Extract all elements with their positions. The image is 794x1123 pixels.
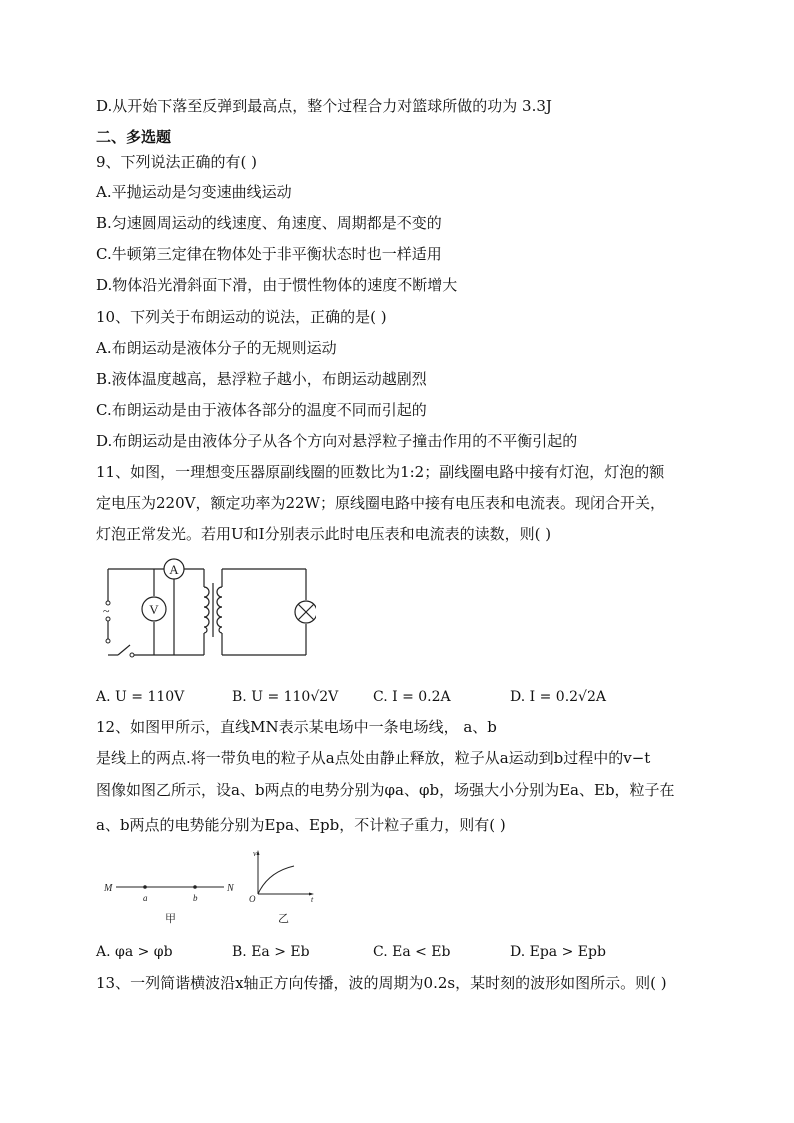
ac-source-symbol: ~ (103, 604, 110, 618)
q11-option-b: B. U = 110√2V (232, 689, 339, 705)
axis-label-v: v (253, 849, 257, 858)
caption-jia: 甲 (165, 913, 176, 925)
v-t-curve (258, 866, 294, 894)
v-t-graph-diagram (246, 846, 326, 928)
transformer-circuit-diagram (96, 555, 316, 665)
voltmeter-label: V (149, 602, 159, 617)
q11-stem-line2: 定电压为220V，额定功率为22W；原线圈电路中接有电压表和电流表。现闭合开关， (96, 494, 665, 512)
switch-contact (106, 639, 110, 643)
q11-option-c: C. I = 0.2A (373, 689, 451, 705)
q9-option-c: C.牛顿第三定律在物体处于非平衡状态时也一样适用 (96, 245, 442, 263)
q13-stem: 13、一列简谐横波沿x轴正方向传播，波的周期为0.2s，某时刻的波形如图所示。则( ) (96, 974, 667, 992)
q12-stem-line1: 12、如图甲所示，直线MN表示某电场中一条电场线， a、b (96, 718, 497, 736)
q9-option-d: D.物体沿光滑斜面下滑，由于惯性物体的速度不断增大 (96, 276, 458, 294)
caption-yi: 乙 (278, 913, 289, 925)
q8-option-d: D.从开始下落至反弹到最高点，整个过程合力对篮球所做的功为 3.3J (96, 97, 552, 115)
q10-option-a: A.布朗运动是液体分子的无规则运动 (96, 339, 337, 357)
q12-option-c: C. Ea < Eb (373, 944, 451, 960)
q10-stem: 10、下列关于布朗运动的说法，正确的是( ) (96, 308, 387, 326)
point-a-dot (143, 885, 147, 889)
q12-option-d: D. Epa > Epb (510, 944, 606, 960)
q11-option-d: D. I = 0.2√2A (510, 689, 606, 705)
switch-pivot (130, 653, 134, 657)
q12-stem-line2: 是线上的两点.将一带负电的粒子从a点处由静止释放，粒子从a运动到b过程中的v−t (96, 749, 651, 767)
point-b-dot (193, 885, 197, 889)
q10-option-b: B.液体温度越高，悬浮粒子越小，布朗运动越剧烈 (96, 370, 427, 388)
field-line-diagram (100, 870, 250, 928)
q10-option-c: C.布朗运动是由于液体各部分的温度不同而引起的 (96, 401, 427, 419)
q9-option-b: B.匀速圆周运动的线速度、角速度、周期都是不变的 (96, 214, 442, 232)
q10-option-d: D.布朗运动是由液体分子从各个方向对悬浮粒子撞击作用的不平衡引起的 (96, 432, 578, 450)
q11-stem-line3: 灯泡正常发光。若用U和I分别表示此时电压表和电流表的读数，则( ) (96, 525, 552, 543)
section-heading-multiple-choice: 二、多选题 (96, 128, 172, 146)
axis-label-t: t (311, 895, 314, 904)
label-b: b (193, 893, 198, 903)
label-m: M (104, 883, 113, 894)
ammeter-label: A (169, 562, 179, 577)
q12-stem-line4: a、b两点的电势能分别为Epa、Epb，不计粒子重力，则有( ) (96, 816, 506, 834)
q11-option-a: A. U = 110V (96, 689, 185, 705)
label-n: N (227, 883, 234, 894)
q12-option-b: B. Ea > Eb (232, 944, 310, 960)
label-a: a (143, 893, 148, 903)
q12-stem-line3: 图像如图乙所示，设a、b两点的电势分别为φa、φb，场强大小分别为Ea、Eb，粒子在 (96, 781, 675, 799)
origin-label: O (249, 894, 256, 904)
q11-stem-line1: 11、如图，一理想变压器原副线圈的匝数比为1:2；副线圈电路中接有灯泡，灯泡的额 (96, 463, 665, 481)
q12-option-a: A. φa > φb (96, 944, 173, 960)
q9-option-a: A.平抛运动是匀变速曲线运动 (96, 183, 292, 201)
q9-stem: 9、下列说法正确的有( ) (96, 153, 258, 171)
